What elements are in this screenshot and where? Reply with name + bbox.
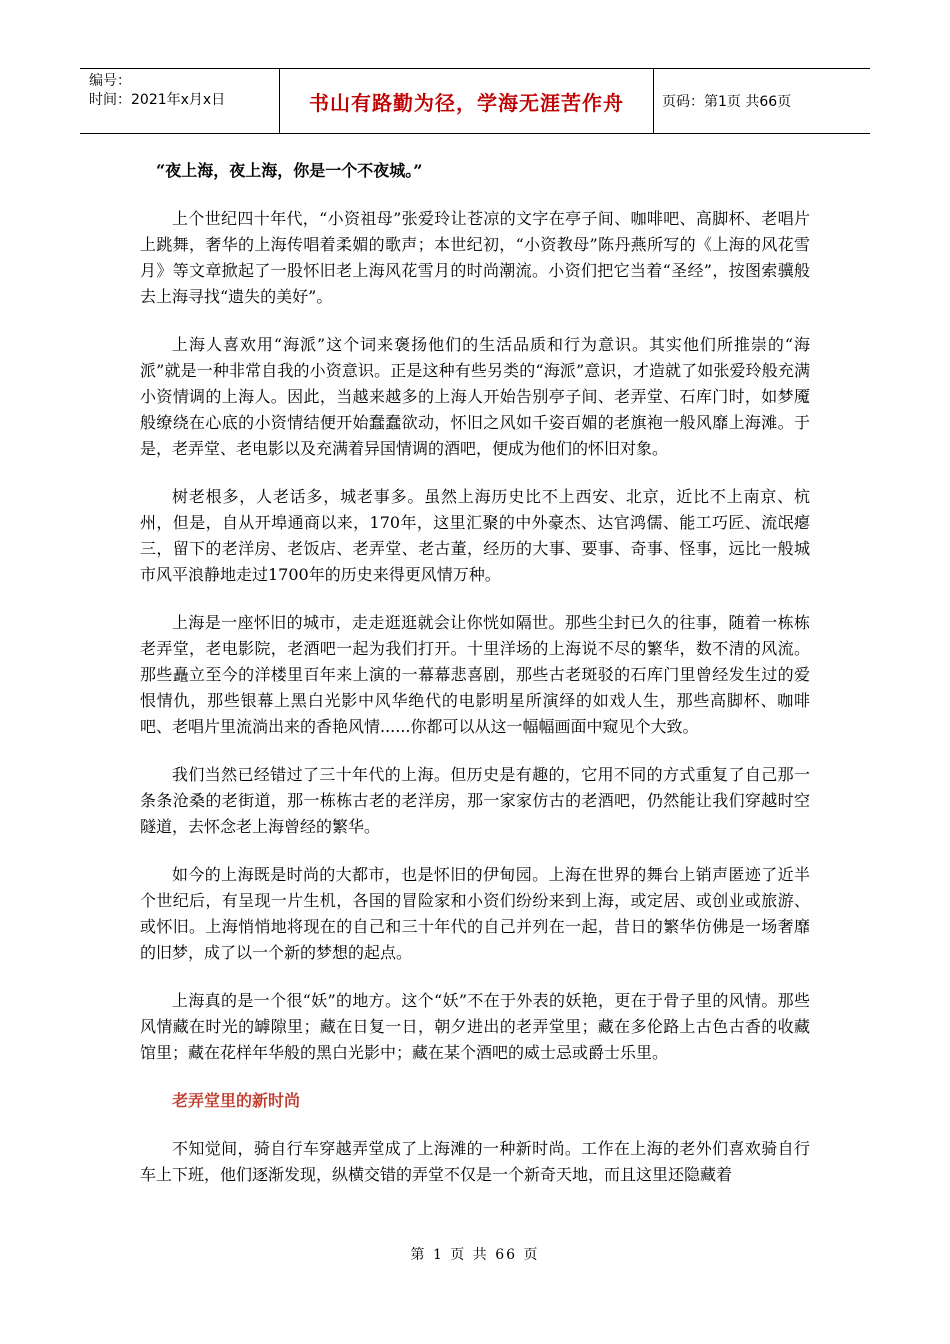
header-meta [80, 69, 279, 133]
paragraph: 上海真的是一个很“妖”的地方。这个“妖”不在于外表的妖艳，更在于骨子里的风情。那些风情藏在时光的罅隙里；藏在日复一日，朝夕进出的老弄堂里；藏在多伦路上古色古香的收藏馆里；藏在花样年华般的黑白光影中；藏在某个酒吧的威士忌或爵士乐里。 [140, 991, 810, 1062]
header-motto: 书山有路勤为径，学海无涯苦作舟 [279, 69, 654, 133]
code-label: 编号： [89, 73, 131, 89]
paragraph: 树老根多，人老话多，城老事多。虽然上海历史比不上西安、北京，近比不上南京、杭州，但是，自从开埠通商以来，170年，这里汇聚的中外豪杰、达官鸿儒、能工巧匠、流氓瘪三，留下的老洋房、老饭店、老弄堂、老古董，经历的大事、要事、奇事、怪事，远比一般城市风平浪静地走过1700年的历史来得更风情万种。 [140, 487, 810, 584]
paragraph: 上个世纪四十年代，“小资祖母”张爱玲让苍凉的文字在亭子间、咖啡吧、高脚杯、老唱片上跳舞，奢华的上海传唱着柔媚的歌声；本世纪初，“小资教母”陈丹燕所写的《上海的风花雪月》等文章掀起了一股怀旧老上海风花雪月的时尚潮流。小资们把它当着“圣经”，按图索骥般去上海寻找“遗失的美好”。 [140, 209, 810, 306]
opening-quote: “夜上海，夜上海，你是一个不夜城。” [156, 161, 423, 180]
paragraph: 不知觉间，骑自行车穿越弄堂成了上海滩的一种新时尚。工作在上海的老外们喜欢骑自行车上下班，他们逐渐发现，纵横交错的弄堂不仅是一个新奇天地，而且这里还隐藏着 [140, 1139, 810, 1184]
paragraph: 上海是一座怀旧的城市，走走逛逛就会让你恍如隔世。那些尘封已久的往事，随着一栋栋老弄堂，老电影院，老酒吧一起为我们打开。十里洋场的上海说不尽的繁华，数不清的风流。那些矗立至今的洋楼里百年来上演的一幕幕悲喜剧，那些古老斑驳的石库门里曾经发生过的爱恨情仇，那些银幕上黑白光影中风华绝代的电影明星所演绎的如戏人生，那些高脚杯、咖啡吧、老唱片里流淌出来的香艳风情......你都可以从这一幅幅画面中窥见个大致。 [140, 613, 810, 736]
header-page-number: 页码：第1页 共66页 [662, 94, 792, 110]
date-label: 时间：2021年x月x日 [89, 92, 226, 108]
paragraph: 上海人喜欢用“海派”这个词来褒扬他们的生活品质和行为意识。其实他们所推崇的“海派”就是一种非常自我的小资意识。正是这种有些另类的“海派”意识，才造就了如张爱玲般充满小资情调的上海人。因此，当越来越多的上海人开始告别亭子间、老弄堂、石库门时，如梦魇般缭绕在心底的小资情结便开始蠢蠢欲动，怀旧之风如千姿百媚的老旗袍一般风靡上海滩。于是，老弄堂、老电影以及充满着异国情调的酒吧，便成为他们的怀旧对象。 [140, 335, 810, 458]
paragraph: 如今的上海既是时尚的大都市，也是怀旧的伊甸园。上海在世界的舞台上销声匿迹了近半个世纪后，有呈现一片生机，各国的冒险家和小资们纷纷来到上海，或定居、或创业或旅游、或怀旧。上海悄悄地将现在的自己和三十年代的自己并列在一起，昔日的繁华仿佛是一场奢靡的旧梦，成了以一个新的梦想的起点。 [140, 865, 810, 962]
document-header [80, 68, 870, 134]
section-heading: 老弄堂里的新时尚 [172, 1091, 301, 1110]
document-body [140, 158, 810, 1210]
page-footer: 第 1 页 共 66 页 [410, 1247, 540, 1263]
paragraph: 我们当然已经错过了三十年代的上海。但历史是有趣的，它用不同的方式重复了自己那一条条沧桑的老街道，那一栋栋古老的老洋房，那一家家仿古的老酒吧，仍然能让我们穿越时空隧道，去怀念老上海曾经的繁华。 [140, 765, 810, 836]
